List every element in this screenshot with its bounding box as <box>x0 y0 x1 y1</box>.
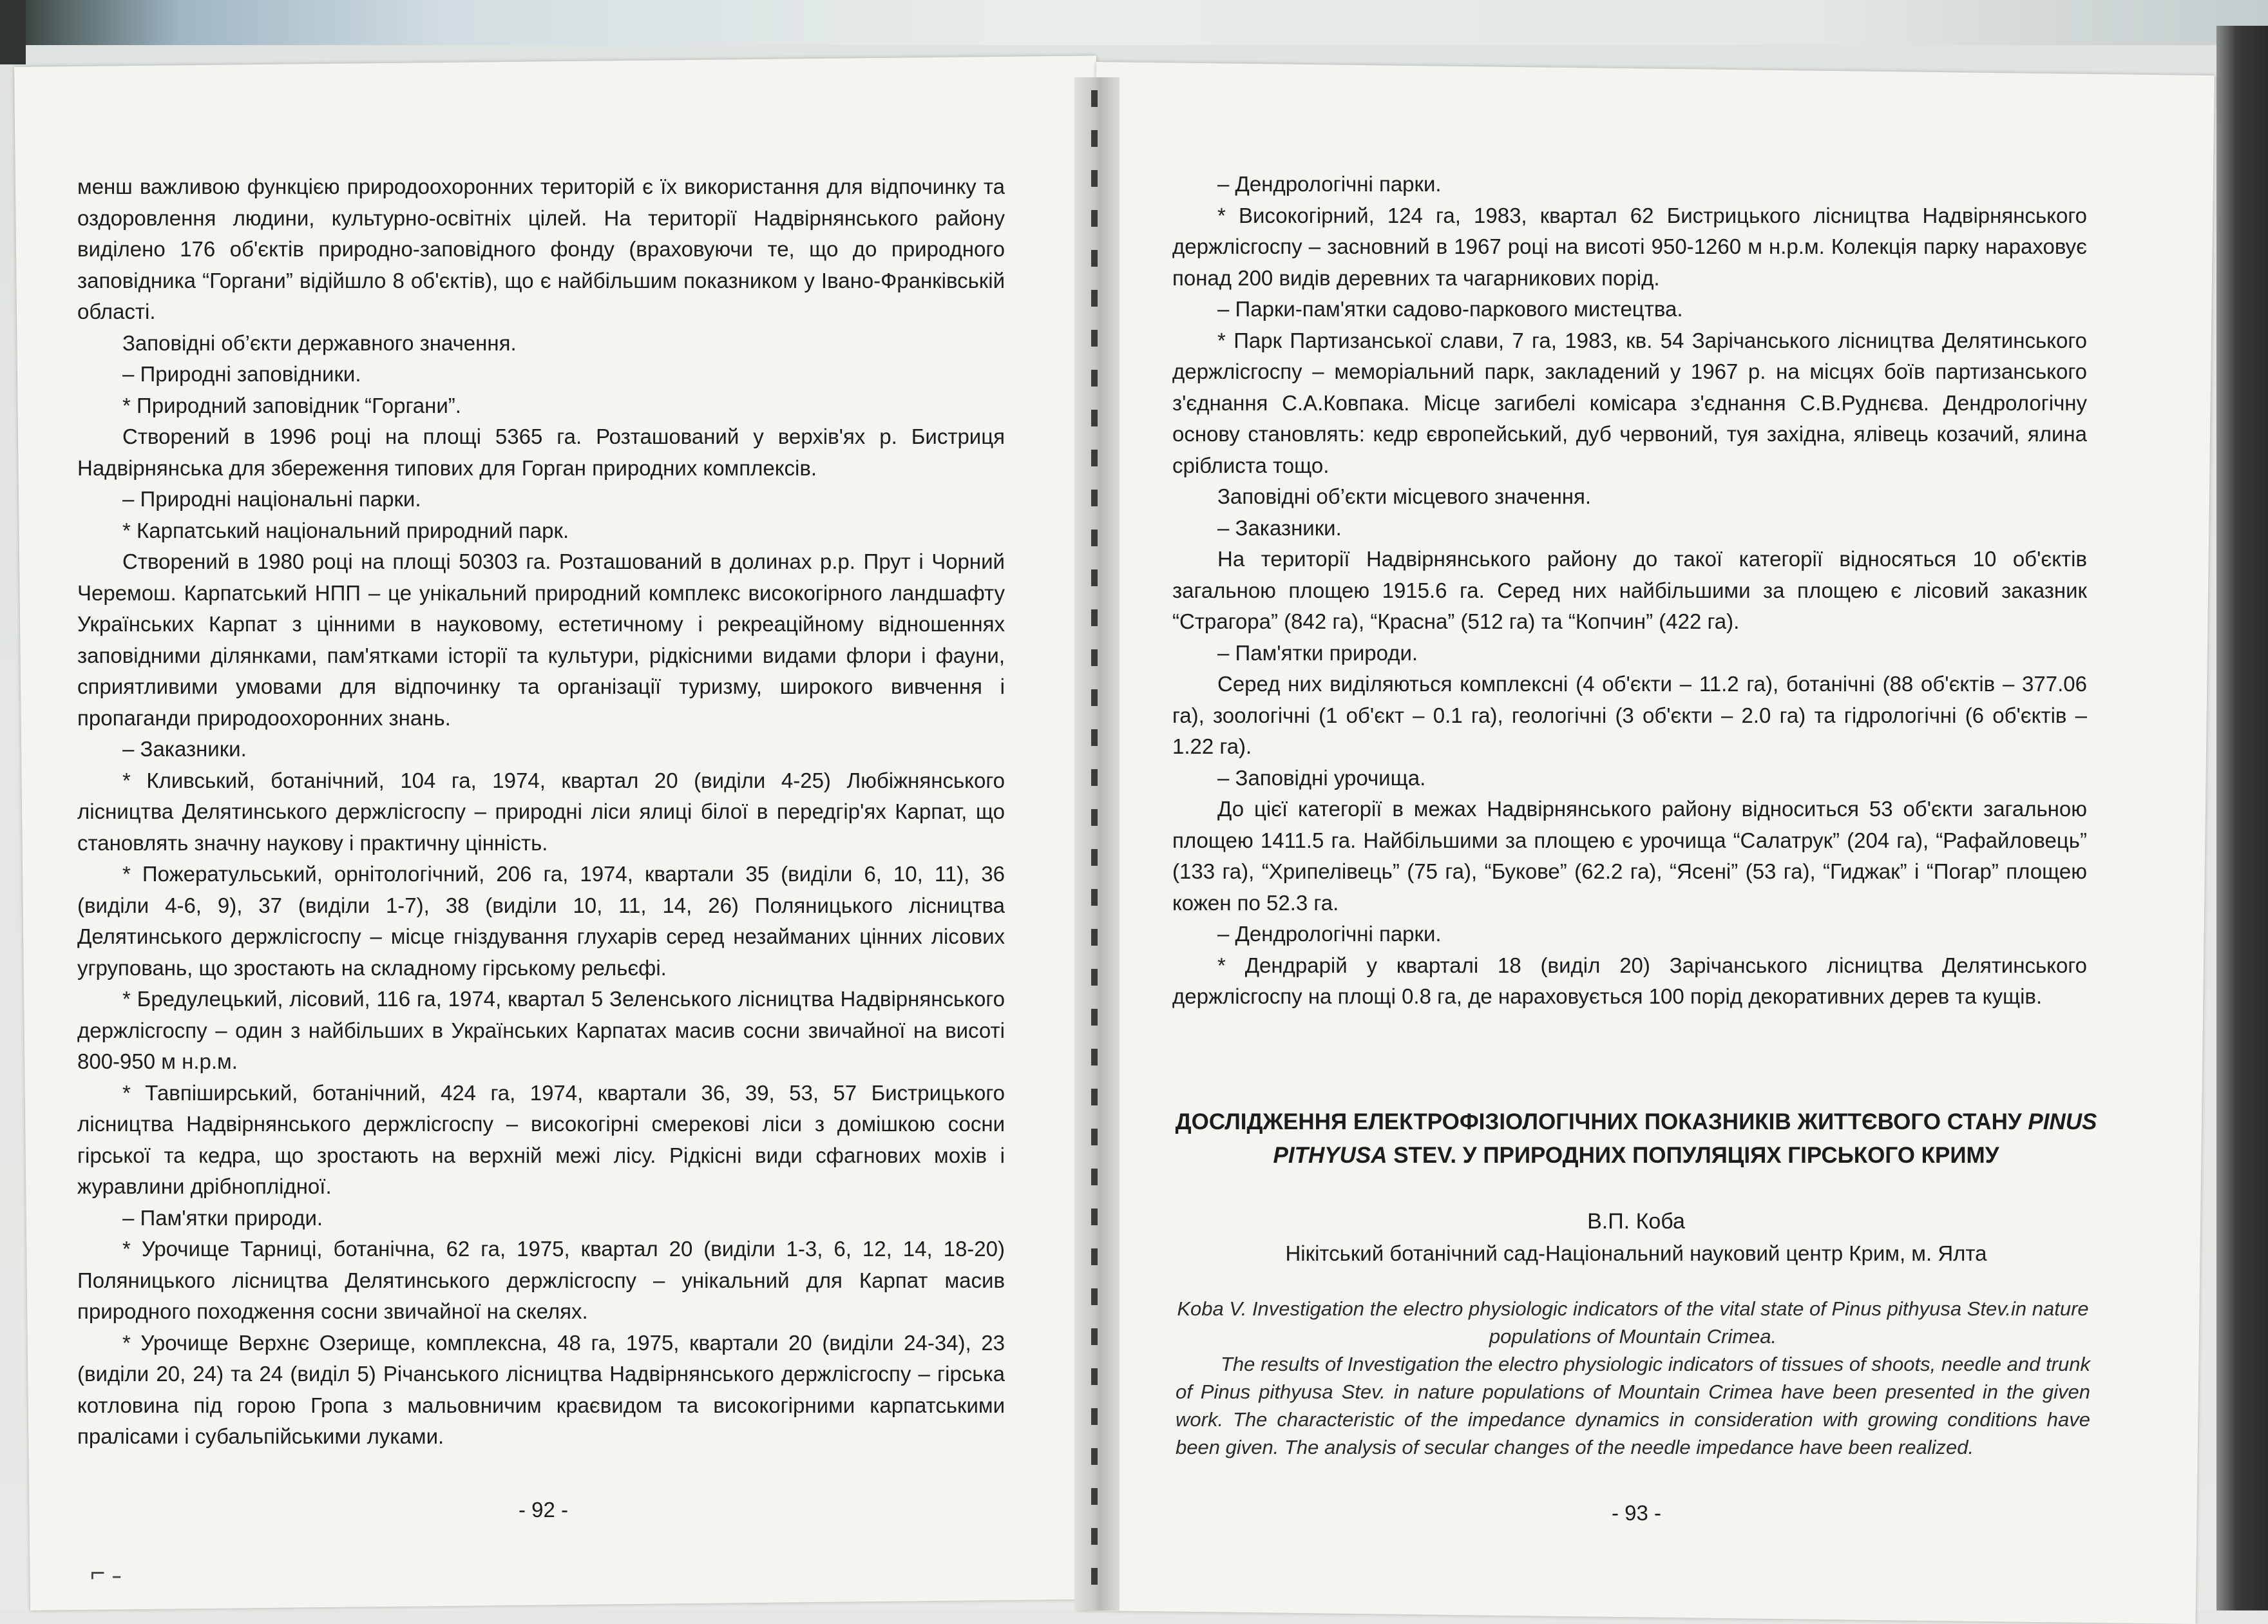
left-page-text <box>77 171 1005 1453</box>
pencil-mark: ⌐ ˗ <box>90 1559 121 1587</box>
right-paragraph: – Дендрологічні парки. <box>1217 172 1442 196</box>
right-paragraph: * Дендрарій у кварталі 18 (виділ 20) Зарічанського лісництва Делятинського держлісгоспу на площі 0.8 га, де нараховується 100 порід декоративних дерев та кущів. <box>1172 953 2087 1008</box>
article-abstract <box>1176 1295 2090 1461</box>
right-paragraph: Заповідні об’єкти місцевого значення. <box>1217 484 1592 508</box>
abstract-body: The results of Investigation the electro physiologic indicators of tissues of shoots, needle and trunk of Pinus pithyusa Stev. in nature populations of Mountain Crimea have been presented in the given work. The characteristic of the impedance dynamics in consideration with growing conditions have been given. The analysis of secular changes of the needle impedance have been realized. <box>1176 1353 2090 1458</box>
page-number-left: - 92 - <box>519 1498 569 1522</box>
right-paragraph: * Парк Партизанської слави, 7 га, 1983, кв. 54 Зарічанського лісництва Делятинського держлісгоспу – меморіальний парк, закладений у 1967 р. на місцях боїв партизанського з'єднання С.А.Ковпака. Місце загибелі комісара з'єднання С.В.Руднєва. Дендрологічну основу становлять: кедр європейський, дуб червоний, туя західна, ялівець козачий, ялина сріблиста тощо. <box>1172 328 2087 477</box>
article-title <box>1172 1105 2100 1172</box>
left-paragraph: – Пам'ятки природи. <box>122 1205 323 1230</box>
left-paragraph: * Карпатський національний природний парк. <box>122 518 569 542</box>
scan-corner <box>0 0 26 64</box>
left-paragraph: * Пожератульський, орнітологічний, 206 га, 1974, квартали 35 (виділи 6, 10, 11), 36 (виділи 4-6, 9), 37 (виділи 1-7), 38 (виділи 10, 11, 14, 26) Поляницького лісництва Делятинського держлісгоспу – місце гніздування глухарів серед незайманих цінних лісових угруповань, що зростають на складному гірському рельєфі. <box>77 862 1005 980</box>
binding-stitches <box>1091 90 1098 1598</box>
right-paragraph: * Високогірний, 124 га, 1983, квартал 62 Бистрицького лісництва Надвірнянського держлісгоспу – засновний в 1967 році на висоті 950-1260 м н.р.м. Колекція парку нараховує понад 200 видів деревних та чагарникових порід. <box>1172 203 2087 290</box>
right-paragraph: До цієї категорії в межах Надвірнянського району відноситься 53 об'єкти загальною площею 1411.5 га. Найбільшими за площею є урочища “Салатрук” (204 га), “Рафайловець” (133 га), “Хрипелівець” (75 га), “Букове” (62.2 га), “Ясені” (53 га), “Гиджак” і “Погар” площею кожен по 52.3 га. <box>1172 797 2087 915</box>
right-paragraph: – Пам'ятки природи. <box>1217 640 1418 665</box>
left-paragraph: – Природні національні парки. <box>122 487 421 511</box>
article-affiliation: Нікітський ботанічний сад-Національний науковий центр Крим, м. Ялта <box>1285 1241 1987 1265</box>
left-paragraph: * Кливський, ботанічний, 104 га, 1974, квартал 20 (виділи 4-25) Любіжнянського лісництва Делятинського держлісгоспу – природні ліси ялиці білої в передгір'ях Карпат, що становлять значну наукову і практичну цінність. <box>77 768 1005 855</box>
left-paragraph: менш важливою функцією природоохоронних територій є їх використання для відпочинку та оздоровлення людини, культурно-освітніх цілей. На території Надвірнянського району виділено 176 об'єктів природно-заповідного фонду (враховуючи те, що до природного заповідника “Горгани” відійшло 8 об'єктів), що є найбільшим показником у Івано-Франківській області. <box>77 175 1005 323</box>
right-paragraph: Серед них виділяються комплексні (4 об'єкти – 11.2 га), ботанічні (88 об'єктів – 377.06 га), зоологічні (1 об'єкт – 0.1 га), геологічні (3 об'єкти – 2.0 га) та гідрологічні (6 об'єктів – 1.22 га). <box>1172 672 2087 758</box>
article-author: В.П. Коба <box>1587 1209 1685 1234</box>
left-paragraph: Заповідні об’єкти державного значення. <box>122 330 517 355</box>
left-paragraph: * Тавпіширський, ботанічний, 424 га, 1974, квартали 36, 39, 53, 57 Бистрицького лісництва Надвірнянського держлісгоспу – високогірні смерекові ліси з домішкою сосни гірської та кедра, що зростають на верхній межі лісу. Рідкісні види сфагнових мохів і журавлини дрібноплідної. <box>77 1080 1005 1198</box>
right-paragraph: На території Надвірнянського району до такої категорії відносяться 10 об'єктів загальною площею 1915.6 га. Серед них найбільшими за площею є лісовий заказник “Страгора” (842 га), “Красна” (512 га) та “Копчин” (422 га). <box>1172 547 2087 633</box>
left-paragraph: * Урочище Верхнє Озерище, комплексна, 48 га, 1975, квартали 20 (виділи 24-34), 23 (виділи 20, 24) та 24 (виділ 5) Річанського лісництва Надвірнянського держлісгоспу – гірська котловина під горою Гропа з мальовничим краєвидом та високогірними карпатськими пралісами і субальпійськими луками. <box>77 1330 1005 1448</box>
right-paragraph: – Заповідні урочища. <box>1217 765 1426 790</box>
scan-top-edge <box>0 0 2268 45</box>
left-paragraph: – Заказники. <box>122 737 247 761</box>
book-cover-edge <box>2216 26 2268 1610</box>
right-page-text <box>1172 169 2087 1013</box>
left-paragraph: Створений в 1996 році на площі 5365 га. Розташований у верхів'ях р. Бистриця Надвірнянська для збереження типових для Горган природних комплексів. <box>77 425 1005 480</box>
left-paragraph: * Урочище Тарниці, ботанічна, 62 га, 1975, квартал 20 (виділи 1-3, 6, 12, 14, 18-20) Поляницького лісництва Делятинського держлісгоспу – унікальний для Карпат масив природного походження сосни звичайної на скелях. <box>77 1237 1005 1323</box>
left-paragraph: Створений в 1980 році на площі 50303 га. Розташований в долинах р.р. Прут і Чорний Черемош. Карпатський НПП – це унікальний природний комплекс високогірного ландшафту Українських Карпат з цінними в науковому, естетичному і рекреаційному відношеннях заповідними ділянками, пам'ятками історії та культури, рідкісними видами флори і фауни, сприятливими умовами для відпочинку та організації туризму, широкого вивчення і пропаганди природоохоронних знань. <box>77 549 1005 730</box>
left-paragraph: * Бредулецький, лісовий, 116 га, 1974, квартал 5 Зеленського лісництва Надвірнянського держлісгоспу – один з найбільших в Українських Карпатах масив сосни звичайної на висоті 800-950 м н.р.м. <box>77 987 1005 1073</box>
left-paragraph: – Природні заповідники. <box>122 362 361 386</box>
right-paragraph: – Дендрологічні парки. <box>1217 922 1442 946</box>
page-number-right: - 93 - <box>1612 1501 1662 1525</box>
right-paragraph: – Парки-пам'ятки садово-паркового мистецтва. <box>1217 297 1683 321</box>
article-title-part1: ДОСЛІДЖЕННЯ ЕЛЕКТРОФІЗІОЛОГІЧНИХ ПОКАЗНИКІВ ЖИТТЄВОГО СТАНУ <box>1175 1109 2028 1134</box>
right-paragraph: – Заказники. <box>1217 515 1342 540</box>
left-paragraph: * Природний заповідник “Горгани”. <box>122 393 461 417</box>
article-title-species: PINUS PITHYUSA <box>1273 1109 2097 1168</box>
article-title-part2: STEV. У ПРИРОДНИХ ПОПУЛЯЦІЯХ ГІРСЬКОГО КРИМУ <box>1387 1143 1999 1168</box>
abstract-title: Koba V. Investigation the electro physiologic indicators of the vital state of Pinus pithyusa Stev.in nature populations of Mountain Crimea. <box>1177 1297 2089 1348</box>
